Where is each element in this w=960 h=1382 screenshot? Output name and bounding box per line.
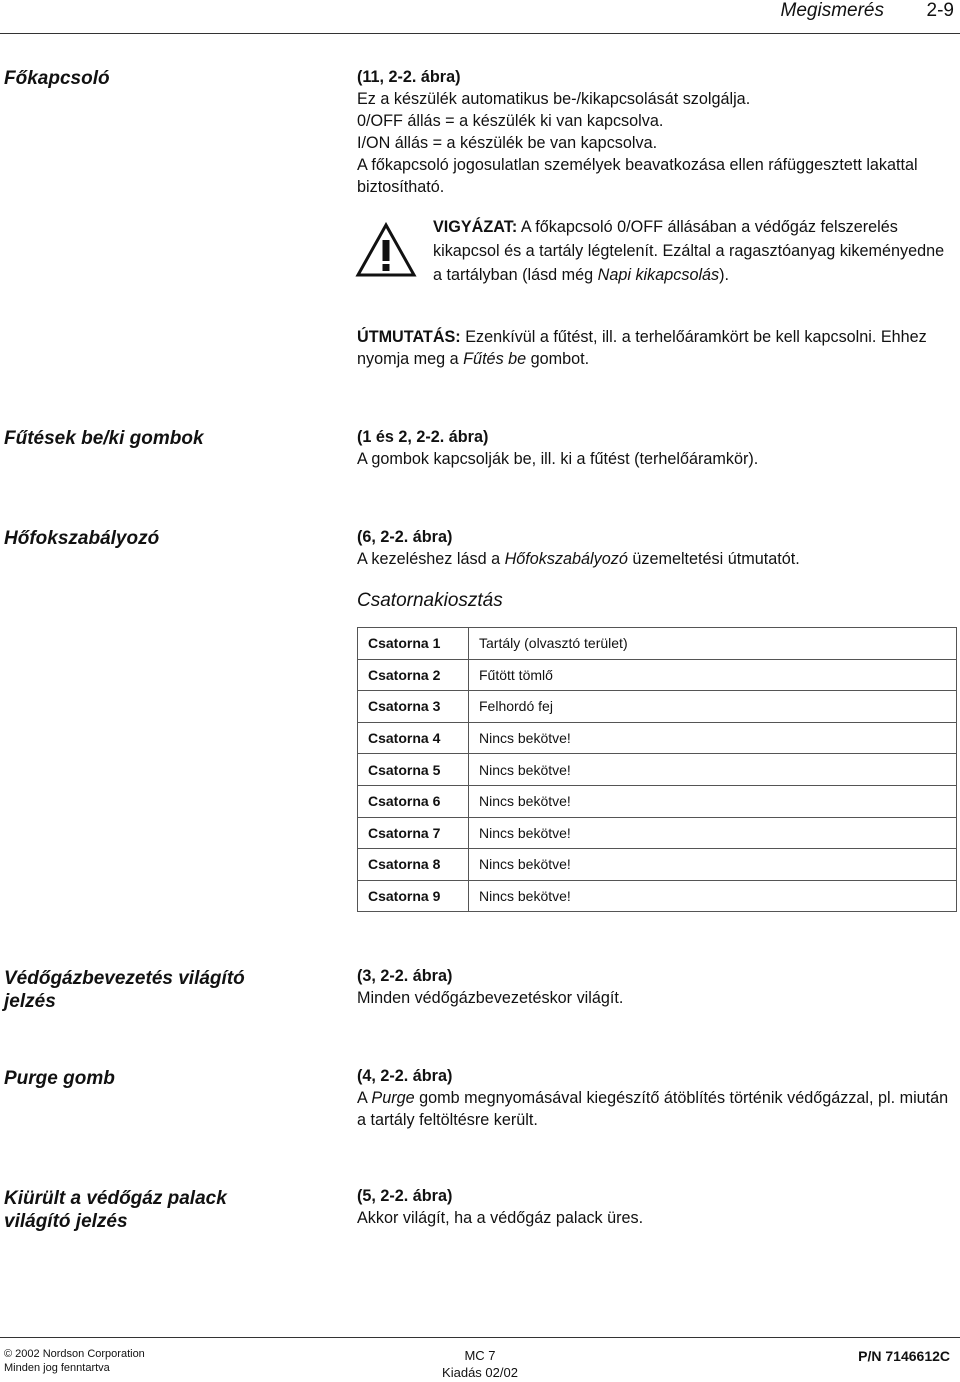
figure-ref: (11, 2-2. ábra) bbox=[357, 68, 461, 86]
body-line: A főkapcsoló jogosulatlan személyek beavatkozása ellen ráfüggesztett lakattal biztosítható. bbox=[357, 156, 918, 196]
body-line: A Purge gomb megnyomásával kiegészítő átöblítés történik védőgázzal, pl. miután a tartály feltöltésre került. bbox=[357, 1089, 949, 1129]
body-line: A gombok kapcsolják be, ill. ki a fűtést (terhelőáramkör). bbox=[357, 450, 759, 468]
figure-ref: (5, 2-2. ábra) bbox=[357, 1187, 453, 1205]
footer-copyright: © 2002 Nordson Corporation Minden jog fenntartva bbox=[4, 1348, 145, 1374]
assignment-cell: Tartály (olvasztó terület) bbox=[469, 628, 957, 660]
warning-icon bbox=[355, 222, 417, 278]
section-title-vedogaz: Védőgázbevezetés világító jelzés bbox=[4, 968, 245, 1012]
channel-cell: Csatorna 4 bbox=[358, 722, 469, 754]
table-row bbox=[358, 628, 957, 660]
note-text: ÚTMUTATÁS: Ezenkívül a fűtést, ill. a terhelőáramkört be kell kapcsolni. Ehhez nyomja meg a Fűtés be gombot. bbox=[357, 328, 927, 368]
assignment-cell: Felhordó fej bbox=[469, 691, 957, 723]
table-row bbox=[358, 849, 957, 881]
channel-cell: Csatorna 9 bbox=[358, 880, 469, 912]
table-row bbox=[358, 722, 957, 754]
table-row bbox=[358, 817, 957, 849]
body-line: A kezeléshez lásd a Hőfokszabályozó üzemeltetési útmutatót. bbox=[357, 550, 800, 568]
section-title-hofok: Hőfokszabályozó bbox=[4, 528, 160, 549]
figure-ref: (6, 2-2. ábra) bbox=[357, 528, 453, 546]
channel-cell: Csatorna 2 bbox=[358, 659, 469, 691]
header-divider bbox=[0, 33, 960, 34]
assignment-cell: Nincs bekötve! bbox=[469, 849, 957, 881]
figure-ref: (4, 2-2. ábra) bbox=[357, 1067, 453, 1085]
body-line: Ez a készülék automatikus be-/kikapcsolását szolgálja. bbox=[357, 90, 751, 108]
section-title-purge: Purge gomb bbox=[4, 1068, 115, 1089]
section-body-hofok bbox=[357, 526, 957, 570]
channel-cell: Csatorna 7 bbox=[358, 817, 469, 849]
channel-cell: Csatorna 3 bbox=[358, 691, 469, 723]
note-label: ÚTMUTATÁS: bbox=[357, 328, 461, 346]
table-row bbox=[358, 691, 957, 723]
section-title-kiurult: Kiürült a védőgáz palack világító jelzés bbox=[4, 1188, 227, 1232]
footer-part-number: P/N 7146612C bbox=[858, 1348, 950, 1364]
table-row bbox=[358, 754, 957, 786]
channel-cell: Csatorna 1 bbox=[358, 628, 469, 660]
warning-label: VIGYÁZAT: bbox=[433, 218, 518, 236]
footer-divider bbox=[0, 1337, 960, 1338]
assignment-cell: Fűtött tömlő bbox=[469, 659, 957, 691]
assignment-cell: Nincs bekötve! bbox=[469, 785, 957, 817]
assignment-cell: Nincs bekötve! bbox=[469, 722, 957, 754]
footer-model: MC 7 Kiadás 02/02 bbox=[442, 1348, 518, 1380]
warning-text: VIGYÁZAT: A főkapcsoló 0/OFF állásában a védőgáz felszerelés kikapcsol és a tartály légtelenít. Ezáltal a ragasztóanyag kikeményedne a tartályban (lásd még Napi kikapcsolás). bbox=[433, 218, 945, 284]
channel-cell: Csatorna 8 bbox=[358, 849, 469, 881]
channel-table bbox=[357, 627, 957, 912]
body-line: I/ON állás = a készülék be van kapcsolva. bbox=[357, 134, 658, 152]
channel-cell: Csatorna 6 bbox=[358, 785, 469, 817]
body-line: Akkor világít, ha a védőgáz palack üres. bbox=[357, 1209, 644, 1227]
figure-ref: (3, 2-2. ábra) bbox=[357, 967, 453, 985]
header-title: Megismerés bbox=[780, 0, 884, 21]
section-body-kiurult bbox=[357, 1185, 957, 1229]
channel-cell: Csatorna 5 bbox=[358, 754, 469, 786]
assignment-cell: Nincs bekötve! bbox=[469, 754, 957, 786]
assignment-cell: Nincs bekötve! bbox=[469, 817, 957, 849]
page-header bbox=[0, 0, 960, 28]
section-body-vedogaz bbox=[357, 965, 957, 1009]
table-row bbox=[358, 785, 957, 817]
assignment-cell: Nincs bekötve! bbox=[469, 880, 957, 912]
section-title-fokapcsolo: Főkapcsoló bbox=[4, 68, 110, 89]
table-row bbox=[358, 880, 957, 912]
section-body-futesek bbox=[357, 426, 957, 470]
section-body-fokapcsolo bbox=[357, 66, 957, 198]
channel-table-heading: Csatornakiosztás bbox=[357, 590, 503, 611]
page-number: 2-9 bbox=[926, 0, 954, 21]
section-body-purge bbox=[357, 1065, 957, 1131]
section-title-futesek: Fűtések be/ki gombok bbox=[4, 428, 204, 449]
body-line: 0/OFF állás = a készülék ki van kapcsolva. bbox=[357, 112, 664, 130]
body-line: Minden védőgázbevezetéskor világít. bbox=[357, 989, 624, 1007]
figure-ref: (1 és 2, 2-2. ábra) bbox=[357, 428, 489, 446]
table-row bbox=[358, 659, 957, 691]
